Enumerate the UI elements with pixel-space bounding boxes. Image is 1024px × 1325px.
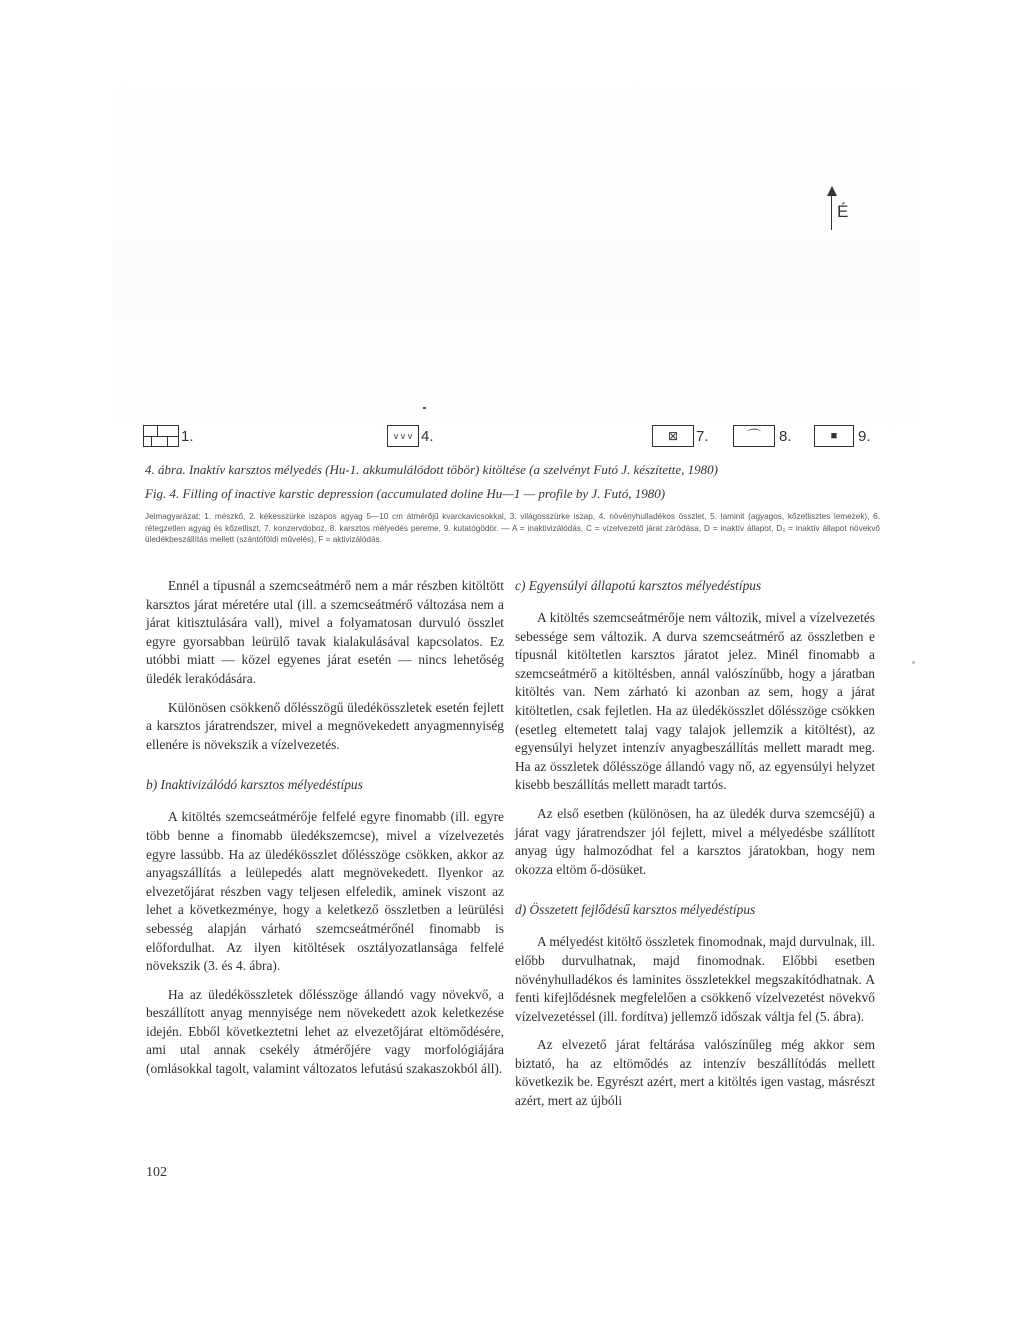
legend-symbol-number: 9.: [858, 428, 871, 445]
legend-symbol-number: 1.: [181, 428, 194, 445]
figure-legend-text: Jelmagyarázat: 1. mészkő, 2. kékesszürke iszapos agyag 5—10 cm átmérőjű kvarckavicsokkal, 3. világosszürke iszap, 4. növényhulladékos összlet, 5. laminit (agyagos, kőzetlisztes lemezek), 6. rétegzetlen agyag és kőzetliszt, 7. konzervdoboz, 8. karsztos mélyedés pereme, 9. kutatógödör. — A = inaktivizálódás, C = vízelvezető járat záródása, D = inaktív állapot, D₂ = inaktív állapot növekvő üledékbeszállítás mellett (szántóföldi művelés), F = aktivizálódás.: [145, 512, 880, 545]
figure-caption-en: Fig. 4. Filling of inactive karstic depression (accumulated doline Hu—1 — profile by J. Futó, 1980): [145, 486, 666, 501]
paragraph: Ennél a típusnál a szemcseátmérő nem a már részben kitöltött karsztos járat méretére utal (ill. a szemcseátmérő változása nem a járat kitisztulására vall), mivel a folyamatosan durvuló összlet egyre gyorsabban leürülő tavak kialakulásával kapcsolatos. Ez utóbbi miatt — közel egyenes járat esetén — nincs lehetőség üledék lerakódására.: [146, 578, 504, 686]
paragraph: Az elvezető járat feltárása valószínűleg még akkor sem biztató, ha az eltömődés az intenzív beszállítódás mellett következik be. Egyrészt azért, mert a kitöltés igen vastag, másrészt azért, mert az újbóli: [515, 1037, 875, 1109]
scan-speck: [423, 407, 426, 409]
page-number: 102: [146, 1165, 167, 1180]
paragraph: A mélyedést kitöltő összletek finomodnak, majd durvulnak, ill. előbb durvulhatnak, majd finomodnak. Előbbi esetben növényhulladékos és laminites összletekkel megszakítódhatnak. A fenti kifejlődésnek megfelelően a csökkenő vízelvezetést növekvő vízelvezetéssel (ill. fordítva) jellemző időszak váltja fel (5. ábra).: [515, 934, 875, 1024]
gravel-v-pattern-icon: v v v: [387, 425, 419, 447]
figure-caption-hu: 4. ábra. Inaktív karsztos mélyedés (Hu-1. akkumulálódott töbör) kitöltése (a szelvényt Futó J. készítette, 1980): [145, 462, 718, 477]
legend-symbol-number: 4.: [421, 428, 434, 445]
paragraph: Különösen csökkenő dőlésszögű üledékösszletek esetén fejlett a karsztos járatrendszer, mivel a megnövekedett anyagmennyiség ellenére is növekszik a vízelvezetés.: [146, 699, 504, 752]
section-heading-d: d) Összetett fejlődésű karsztos mélyedéstípus: [515, 902, 756, 918]
north-arrow-label: É: [837, 202, 849, 221]
test-pit-icon: ■: [814, 425, 854, 447]
north-arrow: [825, 186, 861, 234]
limestone-pattern-icon: [143, 425, 179, 447]
preservation-box-icon: ⊠: [652, 425, 694, 447]
figure-profile-area: [112, 62, 920, 442]
paragraph: A kitöltés szemcseátmérője nem változik, mivel a vízelvezetés sebessége sem változik. A durva szemcseátmérő az összletben e típusnál kitöltetlen karsztos járatot jelez. Minél finomabb a szemcseátmérő a kitöltésben, annál valószínűbb, hogy a járatban kitöltés van. Nem zárható ki azonban az sem, hogy a járat kitöltetlen, csak fejletlen. Ha az üledékösszlet dőlésszöge csökken (esetleg eltemetett talaj vagy talajok jellemzik a kitöltést), az egyensúlyi helyzet intenzív anyagbeszállítás mellett maradt meg. Ha az összletek dőlésszöge állandó vagy nő, az egyensúlyi helyzet kisebb beszállítás mellett maradt tartós.: [515, 610, 875, 793]
north-arrow-shaft: [831, 190, 832, 230]
section-heading-b: b) Inaktivizálódó karsztos mélyedéstípus: [146, 777, 363, 793]
scan-speck: [912, 661, 915, 664]
right-column: [515, 577, 875, 1111]
paragraph: Az első esetben (különösen, ha az üledék durva szemcséjű) a járat vagy járatrendszer jól fejlett, mivel a mélyedésbe szállított anyag úgy halmozódhat fel a karsztos járatokban, hogy nem okozza eltöm ő-dösüket.: [515, 805, 875, 877]
section-heading-c: c) Egyensúlyi állapotú karsztos mélyedéstípus: [515, 578, 762, 593]
legend-symbol-number: 8.: [779, 428, 792, 445]
paragraph: Ha az üledékösszletek dőlésszöge állandó vagy növekvő, a beszállított anyag mennyisége nem növekedett azok keletkezése idején. Ebből következtetni lehet az elvezetőjárat eltömődésére, ami utal annak csekély átmérőjére vagy morfológiájára (omlásokkal tagolt, valamint változatos lefutású szakaszokból áll).: [146, 986, 504, 1077]
left-column: [146, 577, 504, 1079]
depression-rim-icon: ⌒: [733, 425, 775, 447]
north-arrow-head: [827, 186, 837, 196]
legend-symbol-number: 7.: [696, 428, 709, 445]
paragraph: A kitöltés szemcseátmérője felfelé egyre finomabb (ill. egyre több benne a finomabb üledékszemcse), mivel a vízelvezetés egyre lassúbb. Ha az üledékösszlet dőlésszöge csökken, akkor az anyagszállítás a leülepedés alatt megnövekedett. Ilyenkor az elvezetőjárat részben vagy teljesen elfeledik, aminek viszont az lehet a következménye, hogy a keletkező összletben a leürülési sebesség alapján várható szemcseátmérőnél finomabb is előfordulhat. Az ilyen kitöltések osztályozatlansága felfelé növekszik (3. és 4. ábra).: [146, 809, 504, 974]
